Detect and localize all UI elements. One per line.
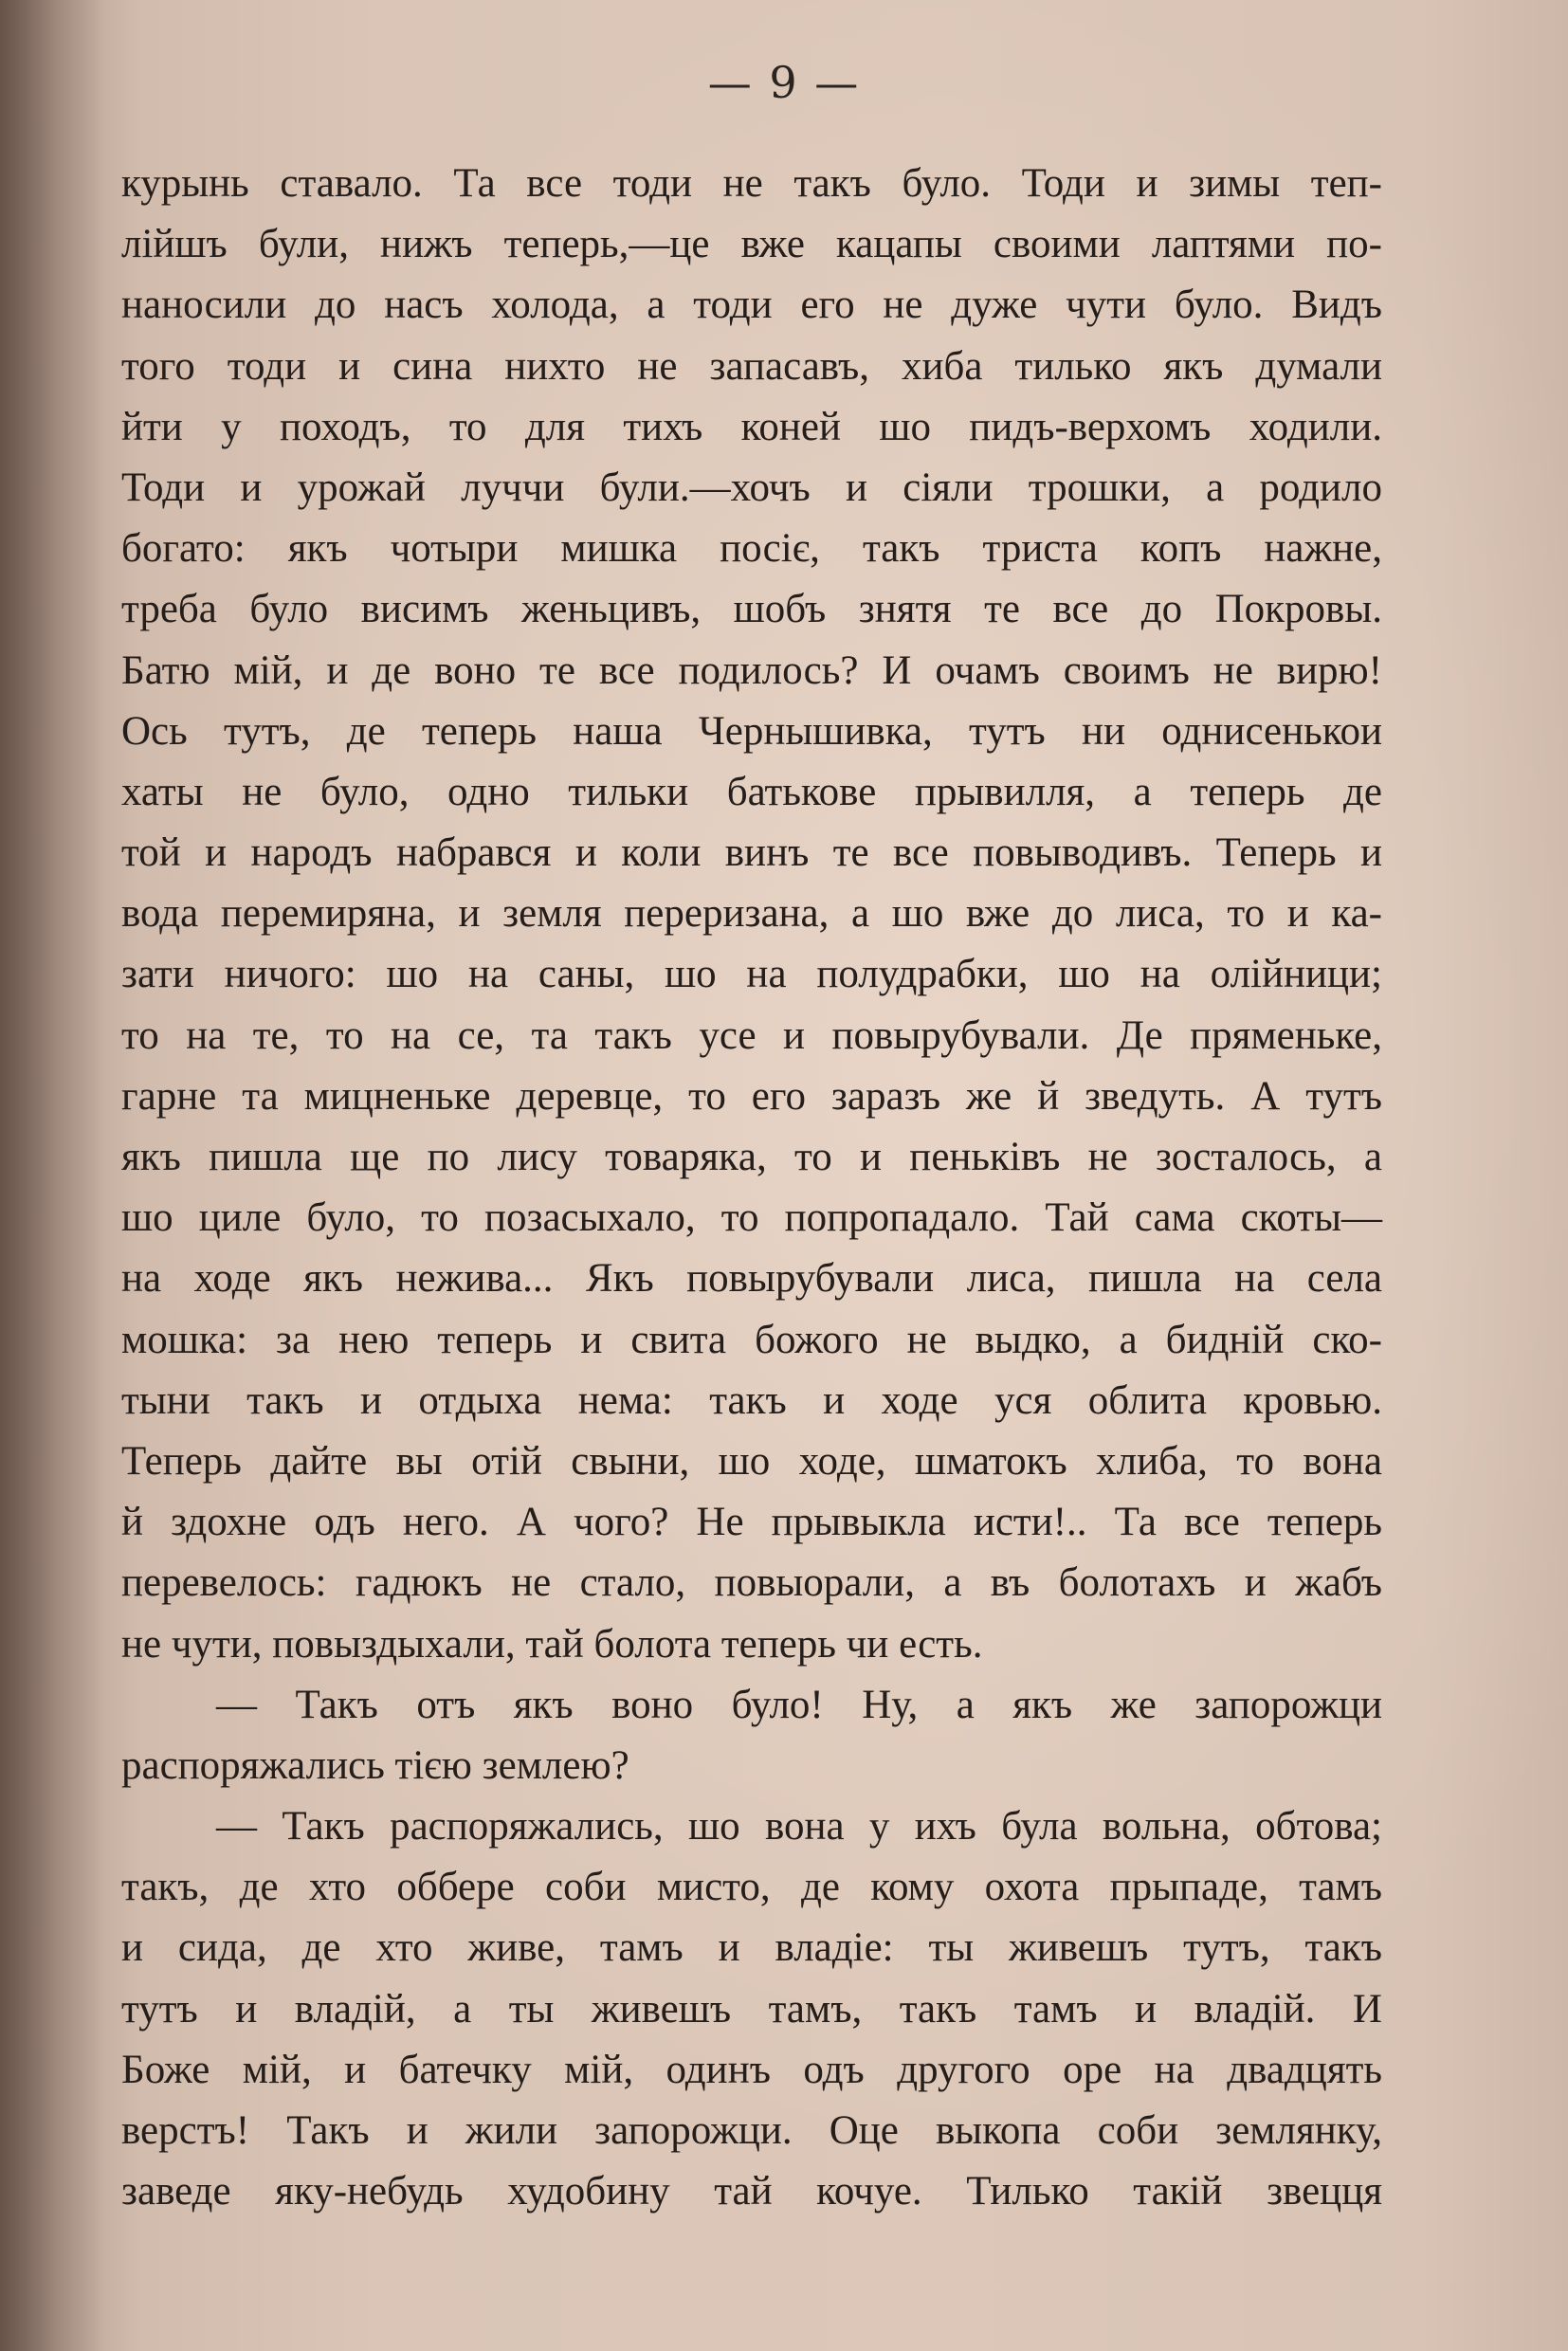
text-line: богато: якъ чотыри мишка посіє, такъ триста копъ нажне, <box>121 526 1382 572</box>
text-line: распоряжались тією землею? <box>121 1742 629 1788</box>
page-number: — 9 — <box>707 57 861 108</box>
text-line: такъ, де хто обберe соби мисто, де кому охота прыпаде, тамъ <box>121 1865 1382 1910</box>
text-line: той и народъ набрався и коли винъ те все повыводивъ. Теперь и <box>121 830 1382 876</box>
text-line: лійшъ були, нижъ теперь,—це вже кацапы своими лаптями по- <box>121 222 1382 267</box>
dialogue-line: — Такъ отъ якъ воно було! Ну, а якъ же запорожци <box>216 1682 1382 1727</box>
body-text <box>121 154 1382 2222</box>
text-line: мошка: за нею теперь и свита божого не выдко, а бидній ско- <box>121 1317 1382 1362</box>
text-line: шо циле було, то позасыхало, то попропадало. Тай сама скоты— <box>121 1195 1382 1241</box>
text-line: тутъ и владій, а ты живешъ тамъ, такъ тамъ и владій. И <box>121 1986 1382 2032</box>
text-line: Батю мій, и де воно те все подилось? И очамъ своимъ не вирю! <box>121 647 1382 693</box>
text-line: Теперь дайте вы отій свыни, шо ходе, шматокъ хлиба, то вона <box>121 1438 1382 1484</box>
text-line: гарне та мицненьке деревце, то его заразъ же й зведуть. А тутъ <box>121 1073 1382 1119</box>
text-line: треба було висимъ женьцивъ, шобъ знятя те все до Покровы. <box>121 587 1382 632</box>
text-line: не чути, повыздыхали, тай болота теперь чи есть. <box>121 1621 983 1667</box>
text-line: Тоди и урожай луччи були.—хочъ и сіяли трошки, а родило <box>121 465 1382 510</box>
text-line: то на те, то на се, та такъ усе и повырубували. Де пряменьке, <box>121 1012 1382 1058</box>
spine-shadow <box>0 0 104 2351</box>
text-line: й здохне одъ него. А чого? Не прывыкла исти!.. Та все теперь <box>121 1500 1382 1545</box>
text-line: верстъ! Такъ и жили запорожци. Оце выкопа соби землянку, <box>121 2108 1382 2153</box>
text-line: Ось тутъ, де теперь наша Чернышивка, тутъ ни однисенькои <box>121 708 1382 754</box>
text-line: вода перемиряна, и земля переризана, а шо вже до лиса, то и ка- <box>121 891 1382 937</box>
text-line: тыни такъ и отдыха нема: такъ и ходе уся облита кровью. <box>121 1377 1382 1423</box>
text-line: хаты не було, одно тильки батькове прывилля, а теперь де <box>121 769 1382 814</box>
text-line: зати ничого: шо на саны, шо на полудрабки, шо на олійници; <box>121 952 1382 997</box>
text-line: Боже мій, и батечку мій, одинъ одъ другого оре на двадцять <box>121 2047 1382 2092</box>
text-line: курынь ставало. Та все тоди не такъ було. Тоди и зимы теп- <box>121 161 1382 206</box>
text-line: заведе яку-небудь худобину тай кочуе. Тилько такій звецця <box>121 2169 1382 2214</box>
text-line: перевелось: гадюкъ не стало, повыорали, а въ болотахъ и жабъ <box>121 1560 1382 1606</box>
text-line: йти у походъ, то для тихъ коней шо пидъ-верхомъ ходили. <box>121 404 1382 449</box>
text-line: наносили до насъ холода, а тоди его не дуже чути було. Видъ <box>121 282 1382 328</box>
text-line: и сида, де хто живе, тамъ и владіе: ты живешъ тутъ, такъ <box>121 1925 1382 1971</box>
dialogue-line: — Такъ распоряжались, шо вона у ихъ була вольна, обтова; <box>216 1804 1382 1850</box>
text-line: якъ пишла ще по лису товарякa, то и пеньківъ не зосталось, а <box>121 1135 1382 1179</box>
text-line: того тоди и сина нихто не запасавъ, хиба тилько якъ думали <box>121 343 1382 389</box>
text-line: на ходе якъ нежива... Якъ повырубували лиса, пишла на села <box>121 1256 1382 1302</box>
